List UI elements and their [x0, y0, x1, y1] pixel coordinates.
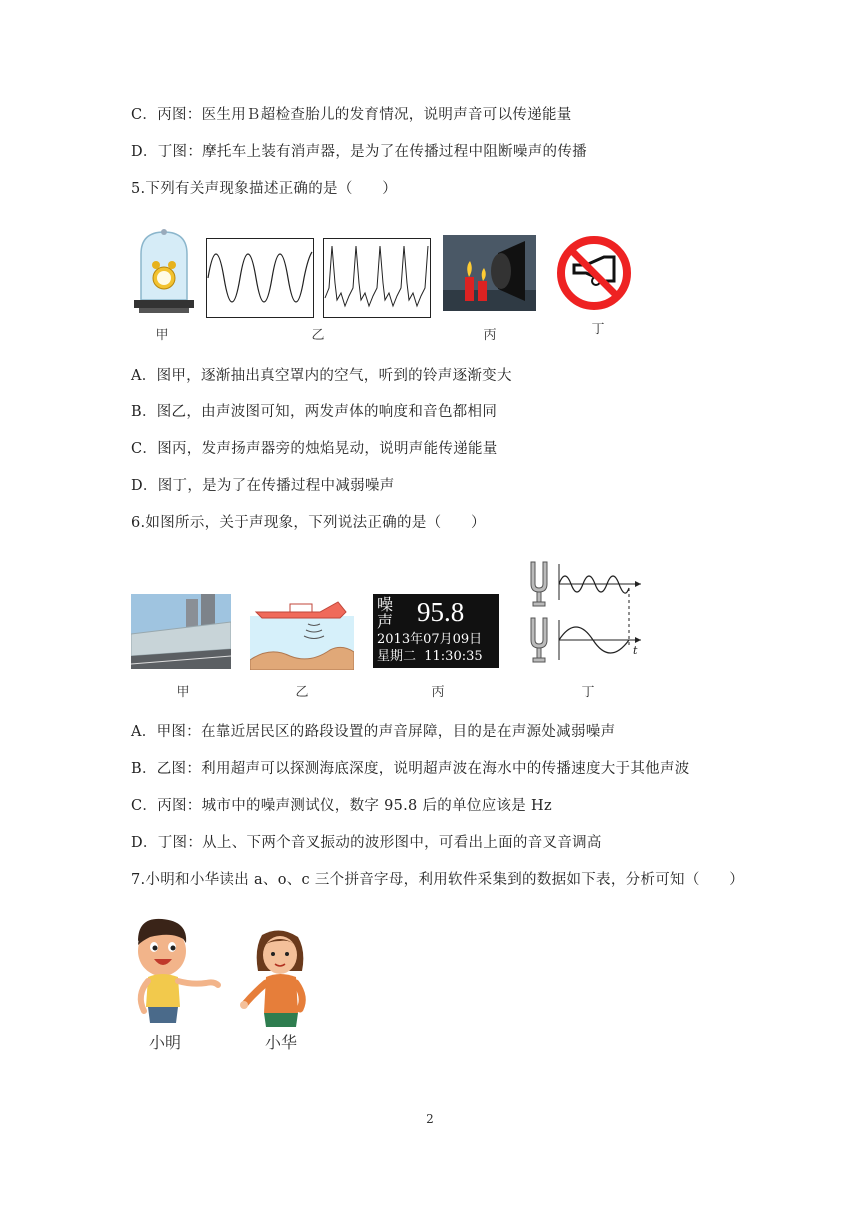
no-horn-sign: [556, 235, 632, 315]
q5-option-a: A．图甲，逐渐抽出真空罩内的空气，听到的铃声逐渐变大: [131, 368, 512, 384]
noise-meter-date: 2013年07月09日: [377, 632, 483, 647]
q5-option-d: D．图丁，是为了在传播过程中减弱噪声: [131, 478, 395, 494]
noise-meter-label-1: 噪: [377, 595, 394, 614]
noise-meter-label-2: 声: [377, 612, 394, 631]
xiaoming-name: 小明: [148, 1033, 181, 1052]
noise-meter-display: [373, 594, 499, 668]
q6-caption-bing: 丙: [431, 685, 445, 700]
q5-caption-jia: 甲: [155, 328, 169, 343]
q6-caption-jia: 甲: [176, 685, 190, 700]
noise-meter-value: 95.8: [417, 597, 465, 627]
xiaoming-cartoon: [130, 915, 222, 1034]
speaker-candle-photo: [443, 235, 536, 315]
q5-caption-ding: 丁: [591, 322, 605, 337]
q6-caption-yi: 乙: [295, 685, 309, 700]
q7-stem: 7.小明和小华读出 a、o、c 三个拼音字母，利用软件采集到的数据如下表，分析可知（ ）: [131, 872, 745, 888]
noise-meter-time: 星期二 11:30:35: [377, 649, 483, 664]
q5-option-b: B．图乙，由声波图可知，两发声体的响度和音色都相同: [131, 404, 498, 420]
tuning-fork-waveforms: [525, 560, 643, 672]
sound-barrier-photo: [131, 594, 231, 673]
q4-option-c: C．丙图：医生用Ｂ超检查胎儿的发育情况，说明声音可以传递能量: [131, 107, 572, 123]
q6-option-a: A．甲图：在靠近居民区的路段设置的声音屏障，目的是在声源处减弱噪声: [131, 724, 616, 740]
q5-stem: 5.下列有关声现象描述正确的是（ ）: [131, 181, 398, 197]
ship-sonar-figure: [250, 598, 354, 674]
q6-caption-ding: 丁: [581, 685, 595, 700]
q6-option-d: D．丁图：从上、下两个音叉振动的波形图中，可看出上面的音叉音调高: [131, 835, 602, 851]
page-number: 2: [426, 1112, 434, 1126]
bell-jar-figure: [131, 228, 197, 318]
xiaohua-name: 小华: [264, 1033, 297, 1052]
q4-option-d: D．丁图：摩托车上装有消声器，是为了在传播过程中阻断噪声的传播: [131, 144, 587, 160]
q5-option-c: C．图丙，发声扬声器旁的烛焰晃动，说明声能传递能量: [131, 441, 498, 457]
q6-stem: 6.如图所示，关于声现象，下列说法正确的是（ ）: [131, 515, 486, 531]
q6-option-b: B．乙图：利用超声可以探测海底深度，说明超声波在海水中的传播速度大于其他声波: [131, 761, 690, 777]
sound-wave-panel-1: [206, 238, 314, 322]
sound-wave-panel-2: [323, 238, 431, 322]
q6-option-c: C．丙图：城市中的噪声测试仪，数字 95.8 后的单位应该是 Hz: [131, 798, 552, 814]
xiaohua-cartoon: [240, 927, 320, 1036]
q5-caption-yi: 乙: [311, 328, 325, 343]
tuning-axis-label: t: [633, 644, 638, 657]
q5-caption-bing: 丙: [483, 328, 497, 343]
